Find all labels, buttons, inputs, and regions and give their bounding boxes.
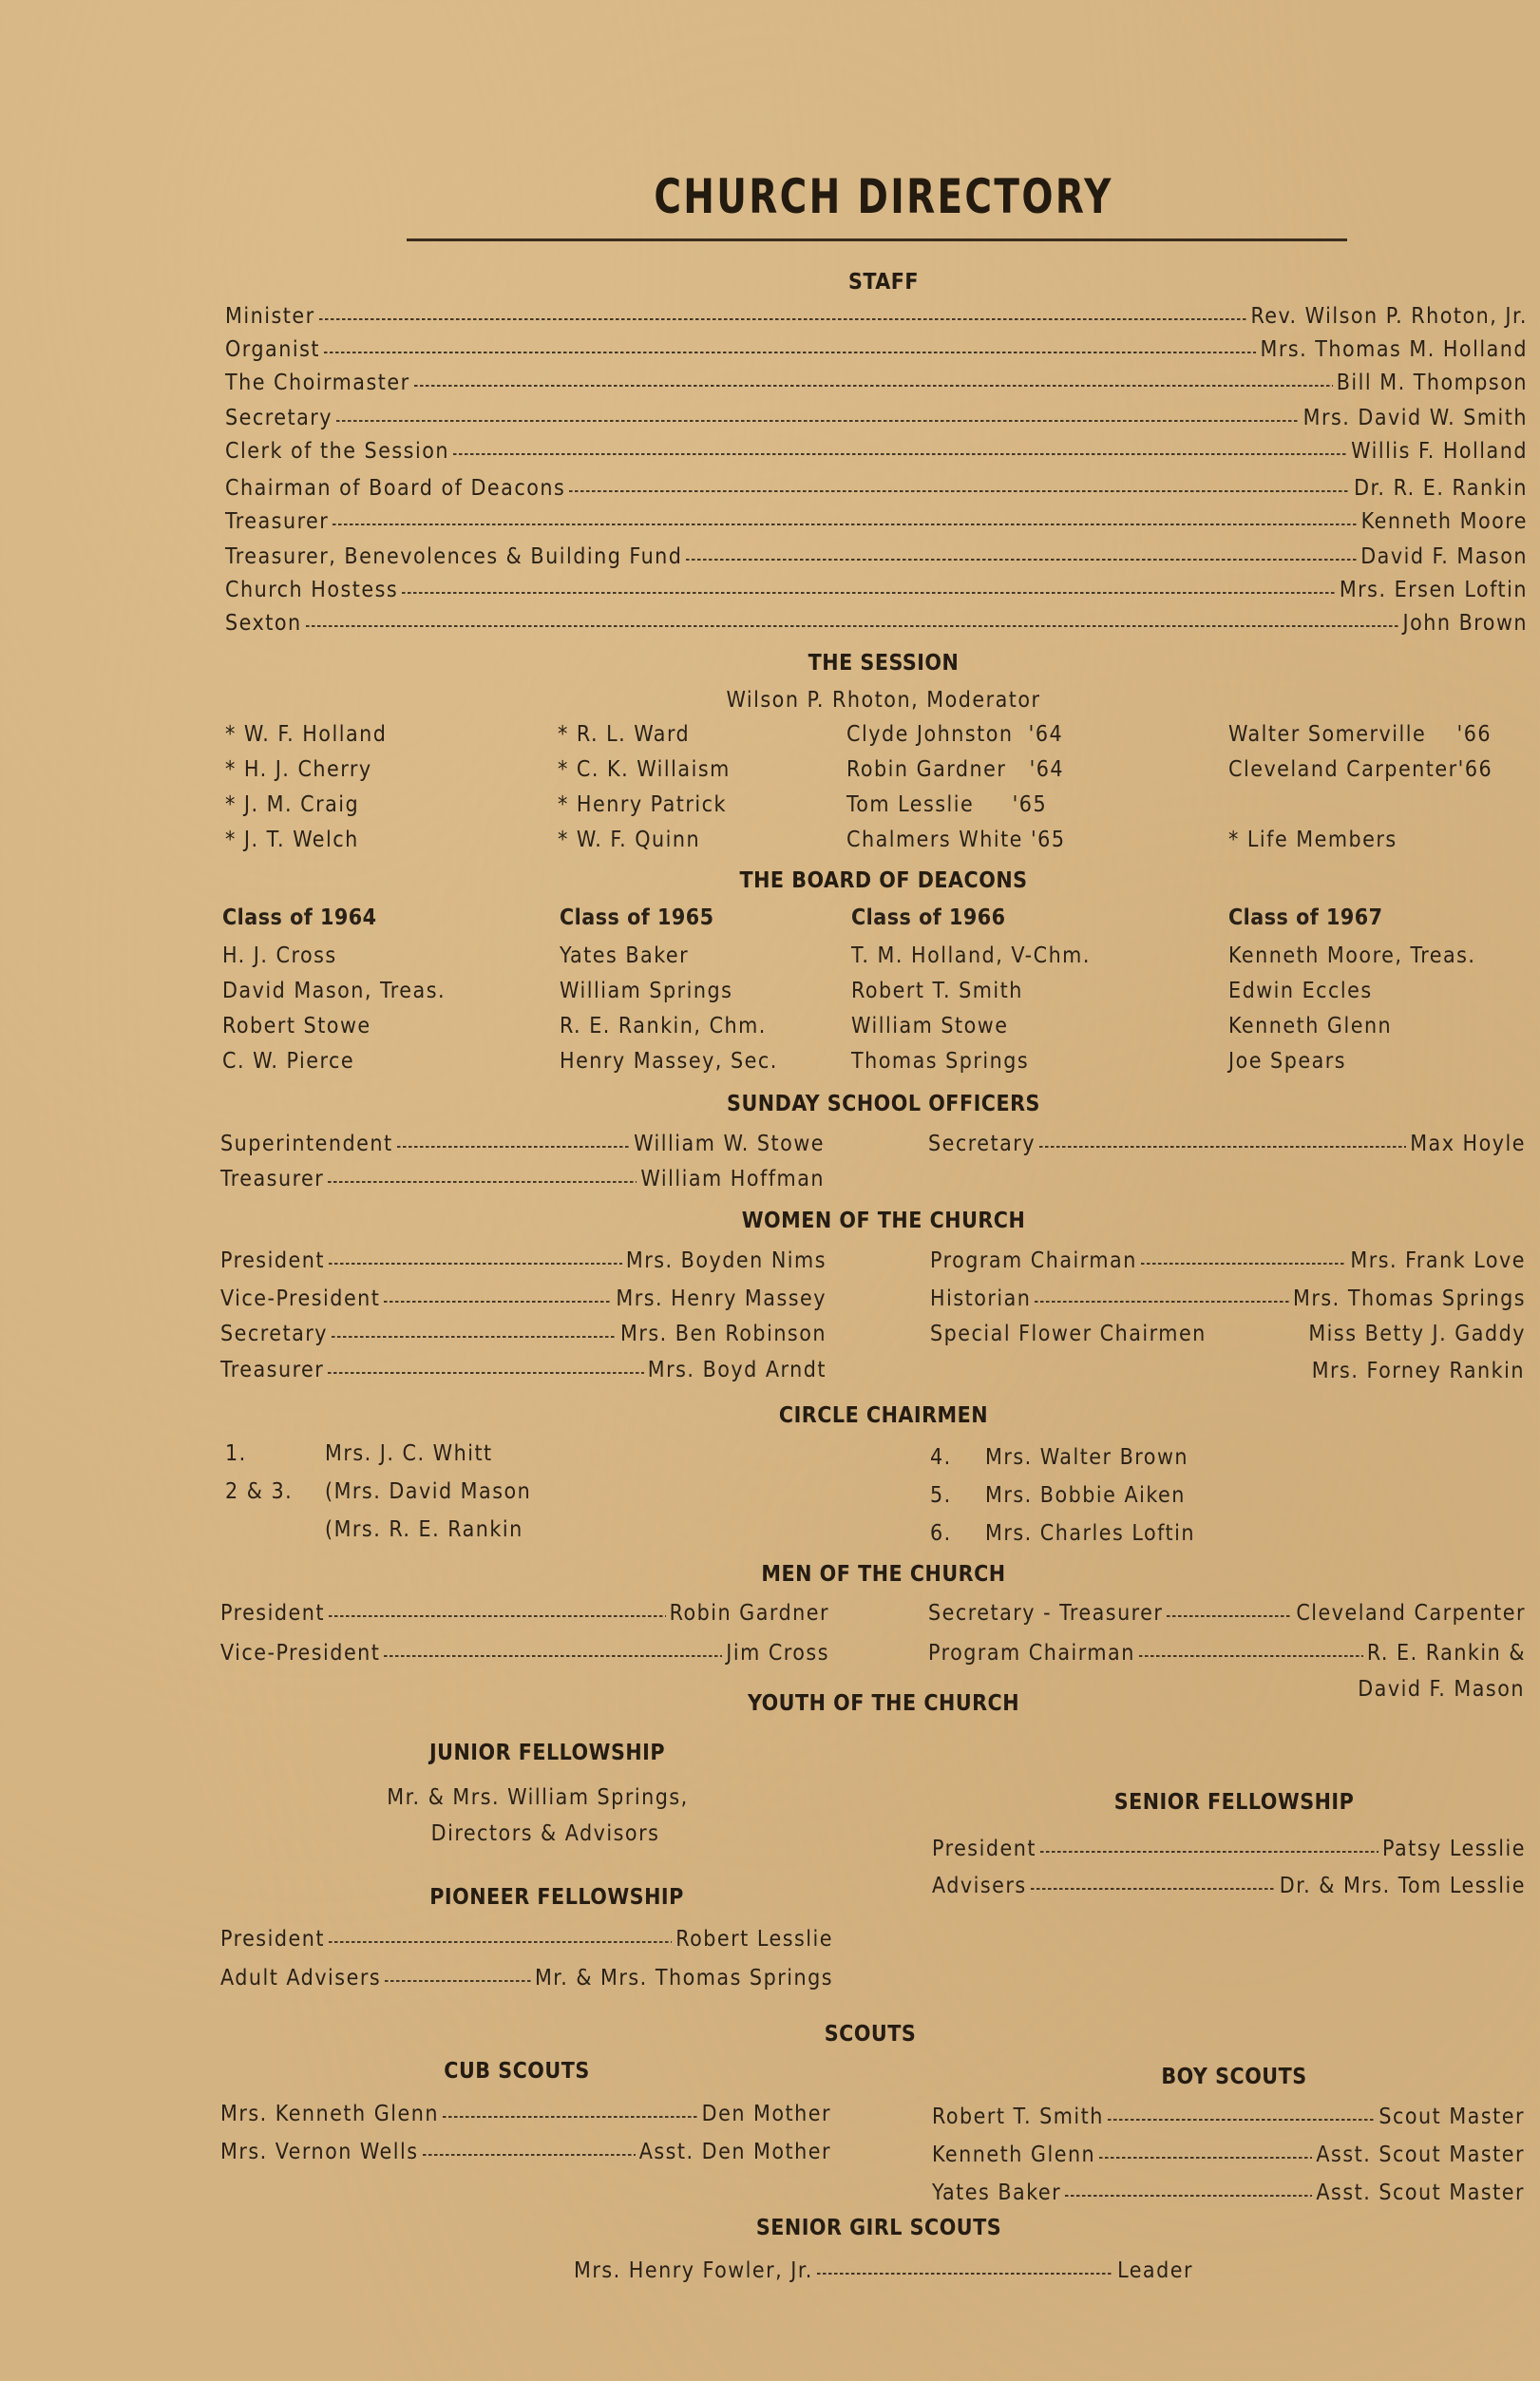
session-column	[225, 722, 387, 863]
sunday-school-row	[928, 1132, 1526, 1156]
leader-dots	[324, 352, 1257, 353]
leader-dots	[306, 625, 1399, 627]
entry-label: President	[220, 1601, 325, 1626]
leader-dots	[332, 1336, 617, 1338]
entry-value: Scout Master	[1378, 2105, 1525, 2129]
member-name: Yates Baker	[560, 943, 690, 968]
session-column	[846, 722, 1066, 863]
circle-chairman: Mrs. J. C. Whitt	[325, 1441, 493, 1466]
leader-dots	[686, 559, 1357, 561]
entry-label: Sexton	[225, 611, 302, 636]
women-row	[220, 1248, 827, 1273]
pioneer-fellowship-row	[220, 1966, 833, 1991]
senior-fellowship-row	[932, 1874, 1526, 1898]
women-heading: WOMEN OF THE CHURCH	[741, 1209, 1026, 1233]
entry-value: Leader	[1117, 2258, 1193, 2283]
leader-dots	[384, 1301, 612, 1303]
entry-label: Secretary	[225, 406, 333, 430]
staff-heading: STAFF	[847, 270, 920, 295]
staff-row	[225, 476, 1528, 501]
cub-scouts-row	[220, 2140, 831, 2164]
circle-row	[225, 1517, 523, 1542]
entry-label: Minister	[225, 304, 315, 329]
member-name: * Henry Patrick	[558, 792, 727, 817]
member-name: * C. K. Willaism	[558, 757, 731, 782]
leader-dots	[397, 1146, 631, 1148]
boy-scouts-heading: BOY SCOUTS	[1161, 2065, 1307, 2089]
men-row	[928, 1641, 1526, 1666]
entry-label: Vice-President	[220, 1641, 381, 1666]
member-name: Edwin Eccles	[1228, 979, 1373, 1003]
senior-fellowship-heading: SENIOR FELLOWSHIP	[1113, 1790, 1355, 1815]
column-header: Class of 1964	[222, 905, 377, 930]
leader-dots	[1167, 1615, 1292, 1617]
men-row	[220, 1641, 829, 1666]
entry-value: William Hoffman	[640, 1167, 825, 1191]
entry-label: The Choirmaster	[225, 371, 410, 395]
entry-label: Program Chairman	[928, 1641, 1135, 1666]
entry-label: Secretary	[928, 1132, 1036, 1156]
entry-value: Mrs. Frank Love	[1350, 1248, 1526, 1273]
entry-value: David F. Mason	[1360, 544, 1528, 569]
entry-label: Vice-President	[220, 1286, 381, 1311]
sunday-school-heading: SUNDAY SCHOOL OFFICERS	[727, 1092, 1040, 1116]
entry-label: Secretary - Treasurer	[928, 1601, 1164, 1626]
circle-chairman: Mrs. Walter Brown	[985, 1445, 1189, 1470]
leader-dots	[1065, 2195, 1312, 2197]
entry-value: R. E. Rankin &	[1366, 1641, 1526, 1666]
staff-row	[225, 578, 1528, 602]
leader-dots	[817, 2273, 1113, 2275]
staff-row	[225, 611, 1528, 636]
member-name: T. M. Holland, V-Chm.	[851, 943, 1091, 968]
member-name: Joe Spears	[1228, 1049, 1347, 1074]
boy-scouts-row	[932, 2181, 1525, 2205]
staff-row	[225, 371, 1528, 395]
staff-row	[225, 509, 1528, 534]
leader-dots	[1108, 2119, 1375, 2121]
leader-dots	[333, 524, 1357, 525]
staff-row	[225, 304, 1528, 329]
entry-label: Treasurer	[225, 509, 330, 534]
leader-dots	[329, 1263, 622, 1265]
member-name: R. E. Rankin, Chm.	[560, 1014, 767, 1038]
member-name: Walter Somerville '66	[1228, 722, 1492, 747]
leader-dots	[1039, 1146, 1406, 1148]
junior-fellowship-line: Directors & Advisors	[430, 1821, 660, 1846]
member-name: Robert T. Smith	[851, 979, 1023, 1003]
cub-scouts-row	[220, 2102, 831, 2126]
member-name	[1228, 792, 1492, 828]
leader-dots	[443, 2116, 698, 2118]
member-name: Henry Massey, Sec.	[560, 1049, 778, 1074]
staff-row	[225, 544, 1528, 569]
entry-label: Clerk of the Session	[225, 439, 449, 464]
senior-fellowship-row	[932, 1837, 1526, 1861]
entry-value: Asst. Den Mother	[638, 2140, 831, 2164]
member-name: * J. T. Welch	[225, 828, 359, 852]
entry-value: Robin Gardner	[669, 1601, 829, 1626]
circle-number: 1.	[225, 1441, 247, 1466]
entry-value: Dr. & Mrs. Tom Lesslie	[1279, 1874, 1526, 1898]
women-row	[220, 1358, 827, 1382]
member-name: * W. F. Quinn	[558, 828, 701, 852]
entry-label: Treasurer	[220, 1358, 325, 1382]
entry-value: Mrs. Henry Massey	[616, 1286, 827, 1311]
staff-row	[225, 406, 1528, 430]
circle-row	[930, 1483, 1186, 1508]
youth-heading: YOUTH OF THE CHURCH	[747, 1691, 1020, 1716]
staff-row	[225, 439, 1528, 464]
entry-label: Special Flower Chairmen	[930, 1322, 1207, 1346]
women-row	[930, 1322, 1526, 1346]
leader-dots	[328, 1372, 644, 1374]
circle-row	[930, 1445, 1188, 1470]
entry-label: President	[932, 1837, 1036, 1861]
leader-dots	[1031, 1888, 1276, 1890]
leader-dots	[1099, 2157, 1312, 2159]
entry-label: Robert T. Smith	[932, 2105, 1104, 2129]
entry-value: Max Hoyle	[1410, 1132, 1526, 1156]
circle-number: 6.	[930, 1521, 952, 1546]
staff-row	[225, 337, 1528, 362]
leader-dots	[1040, 1851, 1378, 1853]
circle-number: 4.	[930, 1445, 952, 1470]
member-name: Cleveland Carpenter'66	[1228, 757, 1493, 782]
member-name: Robin Gardner '64	[846, 757, 1065, 782]
title-rule	[407, 238, 1347, 241]
member-name: C. W. Pierce	[222, 1049, 355, 1074]
entry-label: Organist	[225, 337, 320, 362]
entry-label: Superintendent	[220, 1132, 393, 1156]
leader-dots	[423, 2154, 636, 2156]
men-row	[220, 1601, 829, 1626]
leader-dots	[329, 1615, 666, 1617]
entry-value: Mrs. David W. Smith	[1302, 406, 1528, 430]
entry-value: Mrs. Ben Robinson	[620, 1322, 827, 1346]
deacons-class-column	[1228, 905, 1475, 1084]
boy-scouts-row	[932, 2143, 1525, 2167]
member-name: Kenneth Glenn	[1228, 1014, 1393, 1038]
circle-heading: CIRCLE CHAIRMEN	[778, 1403, 989, 1428]
leader-dots	[1035, 1301, 1289, 1303]
deacons-class-column	[560, 905, 778, 1084]
women-row	[220, 1322, 827, 1346]
entry-value: Willis F. Holland	[1351, 439, 1528, 464]
leader-dots	[414, 385, 1333, 387]
entry-value: Patsy Lesslie	[1382, 1837, 1526, 1861]
entry-label: Kenneth Glenn	[932, 2143, 1096, 2167]
deacons-class-column	[851, 905, 1091, 1084]
column-header: Class of 1966	[851, 905, 1006, 930]
entry-label: Mrs. Kenneth Glenn	[220, 2102, 439, 2126]
entry-label: Mrs. Vernon Wells	[220, 2140, 419, 2164]
entry-value: John Brown	[1402, 611, 1528, 636]
entry-label: Adult Advisers	[220, 1966, 382, 1991]
entry-label: President	[220, 1927, 325, 1952]
entry-value: Dr. R. E. Rankin	[1354, 476, 1528, 501]
page-title: CHURCH DIRECTORY	[654, 169, 1113, 224]
entry-label: Historian	[930, 1286, 1032, 1311]
scouts-heading: SCOUTS	[824, 2022, 917, 2047]
entry-value: Jim Cross	[726, 1641, 829, 1666]
entry-label: Church Hostess	[225, 578, 399, 602]
leader-dots	[385, 1980, 531, 1982]
entry-value: Den Mother	[701, 2102, 831, 2126]
entry-label: President	[220, 1248, 325, 1273]
session-column	[558, 722, 731, 863]
member-name: * J. M. Craig	[225, 792, 360, 817]
entry-value: Mrs. Thomas Springs	[1293, 1286, 1526, 1311]
entry-value: Miss Betty J. Gaddy	[1308, 1322, 1526, 1346]
pioneer-fellowship-row	[220, 1927, 833, 1952]
entry-value: Mrs. Ersen Loftin	[1339, 578, 1528, 602]
leader-dots	[336, 420, 1300, 422]
senior-girl-scouts-row	[574, 2258, 1193, 2283]
cub-scouts-heading: CUB SCOUTS	[444, 2059, 590, 2084]
entry-label: Program Chairman	[930, 1248, 1137, 1273]
member-name: William Stowe	[851, 1014, 1009, 1038]
member-name: Chalmers White '65	[846, 828, 1066, 852]
entry-value: Mr. & Mrs. Thomas Springs	[534, 1966, 833, 1991]
member-name: * Life Members	[1228, 828, 1397, 852]
entry-value: Rev. Wilson P. Rhoton, Jr.	[1250, 304, 1528, 329]
circle-chairman: (Mrs. David Mason	[325, 1479, 532, 1504]
session-heading: THE SESSION	[808, 651, 960, 676]
entry-label: Treasurer, Benevolences & Building Fund	[225, 544, 683, 569]
entry-label: Secretary	[220, 1322, 329, 1346]
entry-label: Mrs. Henry Fowler, Jr.	[574, 2258, 813, 2283]
deacons-class-column	[222, 905, 446, 1084]
circle-number: 5.	[930, 1483, 952, 1508]
deacons-heading: THE BOARD OF DEACONS	[739, 868, 1028, 893]
member-name: Clyde Johnston '64	[846, 722, 1064, 747]
sunday-school-row	[220, 1132, 825, 1156]
circle-chairman: Mrs. Bobbie Aiken	[985, 1483, 1186, 1508]
leader-dots	[328, 1181, 637, 1183]
member-name: Robert Stowe	[222, 1014, 371, 1038]
session-moderator: Wilson P. Rhoton, Moderator	[726, 688, 1041, 713]
junior-fellowship-line: Mr. & Mrs. William Springs,	[387, 1785, 689, 1810]
leader-dots	[319, 318, 1247, 320]
leader-dots	[402, 592, 1336, 594]
member-name: David Mason, Treas.	[222, 979, 447, 1003]
circle-chairman: Mrs. Charles Loftin	[985, 1521, 1195, 1546]
member-name: Thomas Springs	[851, 1049, 1030, 1074]
men-extra-name: David F. Mason	[1358, 1677, 1525, 1702]
sunday-school-row	[220, 1167, 825, 1191]
member-name: H. J. Cross	[222, 943, 337, 968]
column-header: Class of 1965	[560, 905, 714, 930]
entry-value: William W. Stowe	[634, 1132, 825, 1156]
entry-value: Mrs. Boyden Nims	[625, 1248, 827, 1273]
entry-label: Yates Baker	[932, 2181, 1062, 2205]
entry-value: Kenneth Moore	[1360, 509, 1528, 534]
men-row	[928, 1601, 1526, 1626]
women-row	[930, 1286, 1526, 1311]
leader-dots	[453, 453, 1347, 455]
circle-chairman: (Mrs. R. E. Rankin	[325, 1517, 523, 1542]
entry-label: Treasurer	[220, 1167, 325, 1191]
member-name: * W. F. Holland	[225, 722, 388, 747]
session-column	[1228, 722, 1492, 863]
column-header: Class of 1967	[1228, 905, 1383, 930]
leader-dots	[1139, 1655, 1363, 1657]
member-name: William Springs	[560, 979, 733, 1003]
leader-dots	[1141, 1263, 1347, 1265]
member-name: * R. L. Ward	[558, 722, 691, 747]
entry-value: Bill M. Thompson	[1336, 371, 1528, 395]
circle-number: 2 & 3.	[225, 1479, 294, 1504]
entry-value: Asst. Scout Master	[1316, 2143, 1525, 2167]
men-heading: MEN OF THE CHURCH	[761, 1562, 1006, 1587]
entry-value: Asst. Scout Master	[1316, 2181, 1525, 2205]
entry-value: Cleveland Carpenter	[1296, 1601, 1526, 1626]
women-row	[220, 1286, 827, 1311]
entry-label: Chairman of Board of Deacons	[225, 476, 566, 501]
circle-row	[225, 1441, 493, 1466]
pioneer-fellowship-heading: PIONEER FELLOWSHIP	[429, 1885, 684, 1910]
leader-dots	[329, 1941, 672, 1943]
leader-dots	[569, 490, 1350, 492]
women-extra-name: Mrs. Forney Rankin	[1311, 1359, 1525, 1383]
women-row	[930, 1248, 1526, 1273]
entry-value: Mrs. Thomas M. Holland	[1260, 337, 1528, 362]
boy-scouts-row	[932, 2105, 1525, 2129]
circle-row	[930, 1521, 1195, 1546]
junior-fellowship-heading: JUNIOR FELLOWSHIP	[428, 1741, 666, 1765]
entry-label: Advisers	[932, 1874, 1027, 1898]
member-name: Kenneth Moore, Treas.	[1228, 943, 1476, 968]
member-name: Tom Lesslie '65	[846, 792, 1048, 817]
leader-dots	[384, 1655, 722, 1657]
entry-value: Mrs. Boyd Arndt	[647, 1358, 827, 1382]
circle-row	[225, 1479, 531, 1504]
entry-value: Robert Lesslie	[675, 1927, 833, 1952]
member-name: * H. J. Cherry	[225, 757, 372, 782]
senior-girl-scouts-heading: SENIOR GIRL SCOUTS	[755, 2216, 1002, 2240]
